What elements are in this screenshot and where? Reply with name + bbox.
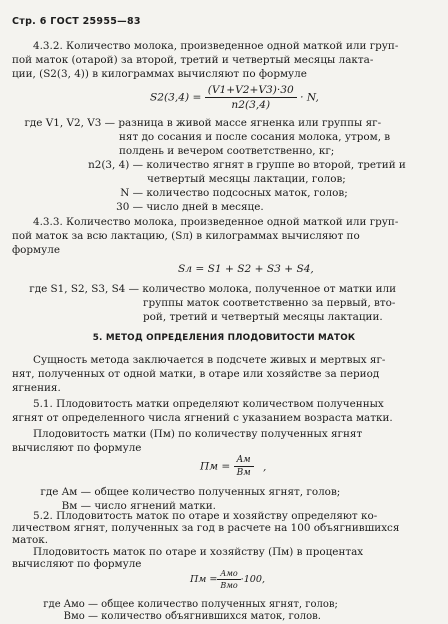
definition-term: Bм — <box>61 500 91 512</box>
definition-term: где S1, S2, S3, S4 — <box>29 283 139 295</box>
paragraph-line: 4.3.3. Количество молока, произведенное одной маткой или груп- <box>33 216 399 228</box>
definition-row <box>12 201 264 214</box>
formula-denominator: n2(3,4) <box>231 99 271 111</box>
definition-term: 30 — <box>116 201 143 213</box>
paragraph-line: вычисляют по формуле <box>12 558 142 570</box>
section-heading: 5. МЕТОД ОПРЕДЕЛЕНИЯ ПЛОДОВИТОСТИ МАТОК <box>92 333 356 343</box>
definition-text: разница в живой массе ягненка или группы яг- <box>118 117 382 129</box>
definition-row: группы маток соответственно за первый, вто- <box>143 297 396 309</box>
definition-term: где V1, V2, V3 — <box>24 117 115 129</box>
paragraph-line: личеством ягнят, полученных за год в расчете на 100 объягнившихся <box>12 522 400 534</box>
definition-text: общее количество полученных ягнят, голов; <box>98 599 338 610</box>
paragraph-line: нят, полученных от одной матки, в отаре или хозяйстве за период <box>12 368 380 380</box>
formula-denominator: Bм <box>236 468 251 478</box>
definition-term: Bмо — <box>63 611 98 622</box>
formula-lhs: Пм = <box>200 460 231 473</box>
formula-fraction <box>217 569 240 590</box>
paragraph-line: пой маток (отарой) за второй, третий и четвертый месяцы лакта- <box>12 54 374 66</box>
definition-term: N — <box>120 187 143 199</box>
paragraph-line: 5.2. Плодовитость маток по отаре и хозяйству определяют ко- <box>33 510 378 522</box>
formula-rhs: · N, <box>300 91 319 104</box>
paragraph-line: ции, (S2(3, 4)) в килограммах вычисляют по формуле <box>12 68 307 80</box>
formula-denominator: Bмо <box>220 581 238 590</box>
definition-row <box>12 187 348 200</box>
definition-term: где Aмо — <box>43 599 98 610</box>
definition-row <box>12 117 381 130</box>
formula-fraction <box>205 84 297 111</box>
definition-text: число ягнений матки. <box>94 500 216 512</box>
definition-text: количество ягнят в группе во второй, третий и <box>146 159 406 171</box>
formula-numerator: Aм <box>234 455 254 467</box>
paragraph-line: 5.1. Плодовитость матки определяют количеством полученных <box>33 398 384 410</box>
definition-row <box>12 159 406 172</box>
definition-text: количество объягнившихся маток, голов. <box>98 611 321 622</box>
definition-row: нят до сосания и после сосания молока, утром, в <box>119 131 391 143</box>
formula-tail: ·100, <box>240 574 266 585</box>
definition-text: количество подсосных маток, голов; <box>146 187 348 199</box>
definition-term: где Aм — <box>40 486 91 498</box>
formula-pm-percent <box>190 569 265 590</box>
formula-s2 <box>150 84 319 111</box>
formula-numerator: (V1+V2+V3)·30 <box>205 84 297 98</box>
paragraph-line: вычисляют по формуле <box>12 442 142 454</box>
definition-row: четвертый месяцы лактации, голов; <box>147 173 346 185</box>
paragraph-line: ягнения. <box>12 382 61 394</box>
definition-row: полдень и вечером соответственно, кг; <box>119 145 335 157</box>
definition-text: общее количество полученных ягнят, голов; <box>94 486 341 498</box>
definition-row <box>12 611 321 623</box>
paragraph-line: Сущность метода заключается в подсчете живых и мертвых яг- <box>33 354 386 366</box>
paragraph-line: маток. <box>12 534 49 546</box>
paragraph-line: Плодовитость маток по отаре и хозяйству (Пм) в процентах <box>33 546 364 558</box>
paragraph-line: пой маток за всю лактацию, (Sл) в килограммах вычисляют по <box>12 230 360 242</box>
formula-lhs: S2(3,4) = <box>150 91 202 104</box>
definition-row: рой, третий и четвертый месяцы лактации. <box>143 311 383 323</box>
formula-tail: , <box>263 460 267 473</box>
definition-row <box>12 486 340 499</box>
formula-pm <box>200 455 266 478</box>
definition-text: число дней в месяце. <box>146 201 264 213</box>
formula-sl: Sл = S1 + S2 + S3 + S4, <box>178 263 314 275</box>
paragraph-line: ягнят от определенного числа ягнений с указанием возраста матки. <box>12 412 393 424</box>
formula-numerator: Aмо <box>217 569 240 580</box>
paragraph-line: формуле <box>12 244 60 256</box>
definition-row <box>12 599 338 611</box>
definition-row <box>12 283 396 296</box>
definition-text: количество молока, полученное от матки или <box>142 283 397 295</box>
paragraph-line: 4.3.2. Количество молока, произведенное одной маткой или груп- <box>33 40 399 52</box>
definition-term: n2(3, 4) — <box>88 159 143 171</box>
formula-lhs: Пм = <box>190 574 218 585</box>
page-header: Стр. 6 ГОСТ 25955—83 <box>12 16 141 27</box>
formula-fraction <box>234 455 254 478</box>
paragraph-line: Плодовитость матки (Пм) по количеству полученных ягнят <box>33 428 363 440</box>
